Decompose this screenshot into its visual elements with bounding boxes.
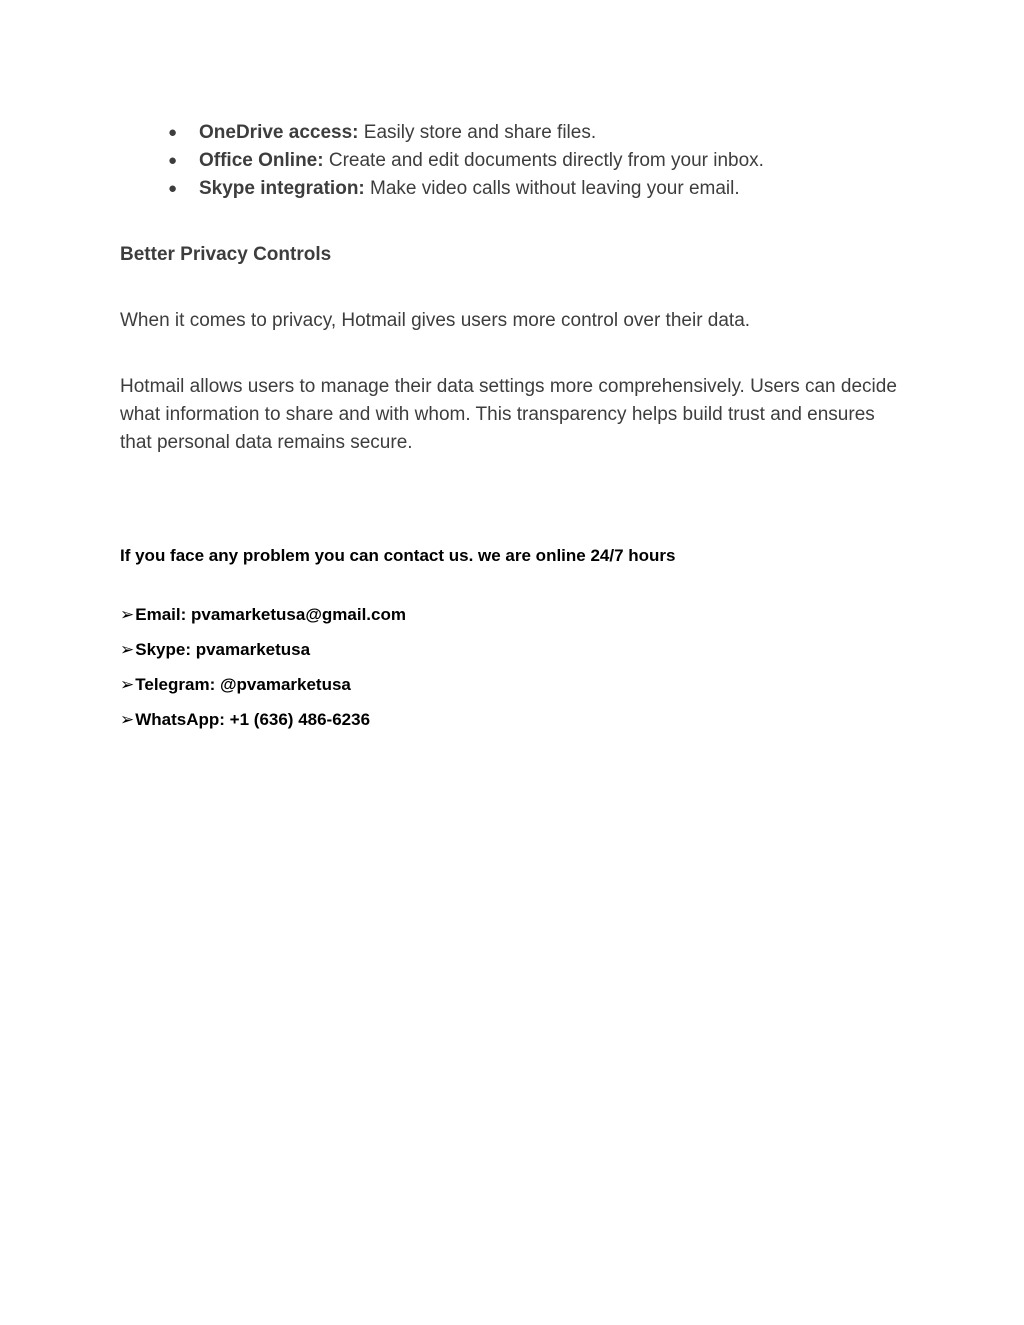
privacy-detail-paragraph: Hotmail allows users to manage their data settings more comprehensively. Users can decide what information to share and with whom. This transparency helps build trust and ensures that personal data remains secure. <box>120 376 897 453</box>
feature-term: Skype integration: <box>199 178 365 199</box>
list-item <box>168 119 928 147</box>
contact-skype-text: Skype: pvamarketusa <box>135 640 311 659</box>
privacy-intro-paragraph: When it comes to privacy, Hotmail gives users more control over their data. <box>120 310 751 331</box>
section-heading: Better Privacy Controls <box>120 244 332 265</box>
feature-description: Easily store and share files. <box>358 122 597 143</box>
bullet-icon: ● <box>168 152 178 169</box>
feature-term: OneDrive access: <box>199 122 359 143</box>
contact-telegram <box>120 673 406 708</box>
contact-skype <box>120 638 406 673</box>
arrow-icon: ➢ <box>120 640 135 660</box>
arrow-icon: ➢ <box>120 675 135 695</box>
bullet-icon: ● <box>168 180 178 197</box>
feature-description: Create and edit documents directly from your inbox. <box>323 150 764 171</box>
feature-term: Office Online: <box>199 150 324 171</box>
contact-list <box>120 603 406 743</box>
contact-email-text: Email: pvamarketusa@gmail.com <box>135 605 406 624</box>
arrow-icon: ➢ <box>120 710 135 730</box>
list-item <box>168 147 928 175</box>
contact-telegram-text: Telegram: @pvamarketusa <box>135 675 351 694</box>
arrow-icon: ➢ <box>120 605 135 625</box>
contact-intro: If you face any problem you can contact us. we are online 24/7 hours <box>120 546 676 565</box>
feature-list <box>168 119 928 203</box>
contact-whatsapp-text: WhatsApp: +1 (636) 486-6236 <box>135 710 371 729</box>
bullet-icon: ● <box>168 124 178 141</box>
contact-whatsapp <box>120 708 406 743</box>
list-item <box>168 175 928 203</box>
contact-email <box>120 603 406 638</box>
feature-description: Make video calls without leaving your email. <box>364 178 740 199</box>
